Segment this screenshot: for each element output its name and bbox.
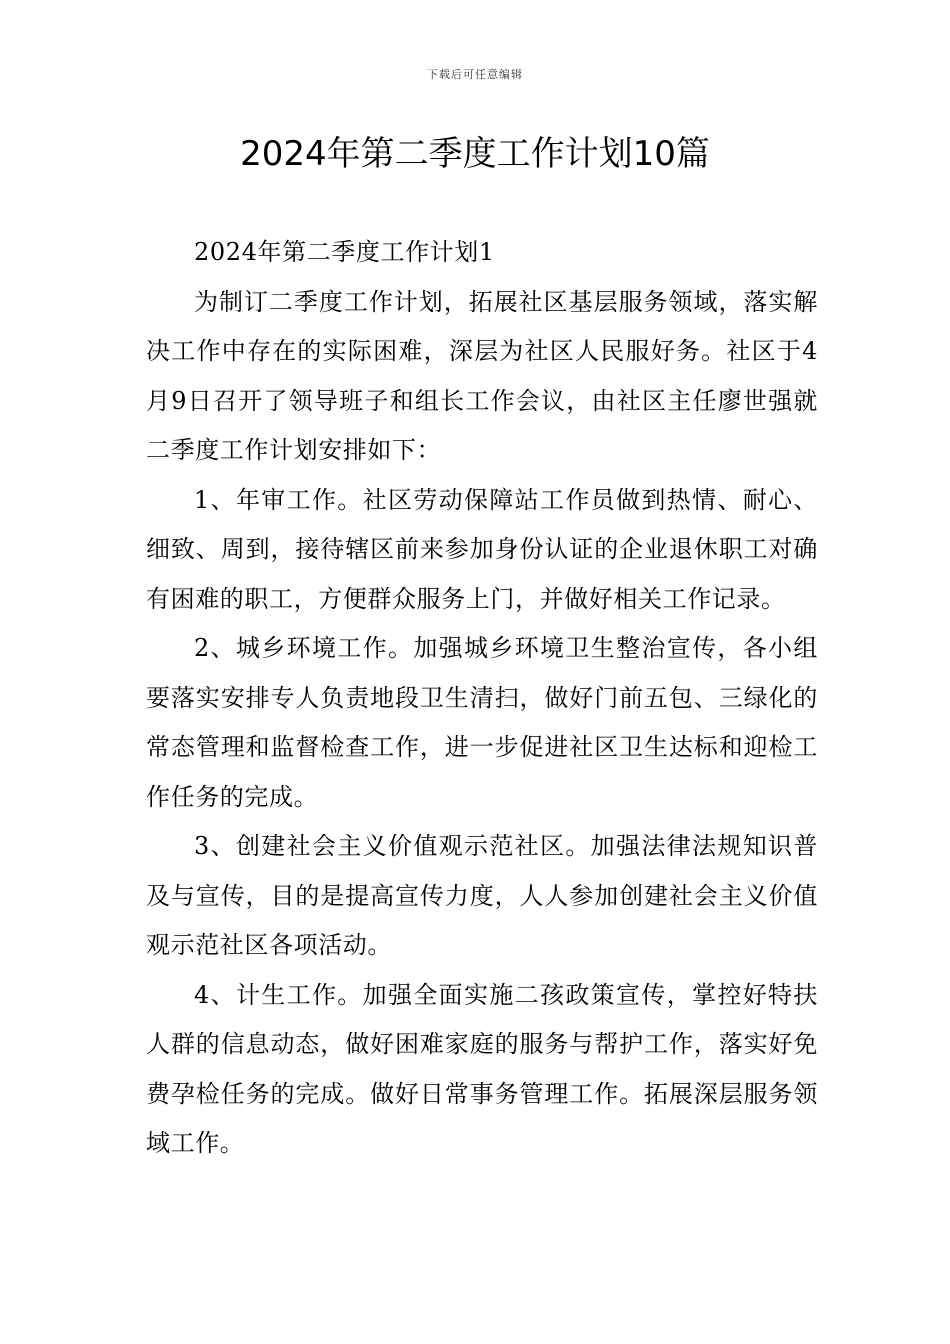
paragraph-item-3: 3、创建社会主义价值观示范社区。加强法律法规知识普及与宣传，目的是提高宣传力度，人人参加创建社会主义价值观示范社区各项活动。	[146, 832, 818, 959]
document-title: 2024年第二季度工作计划10篇	[240, 134, 710, 174]
paragraph-item-1: 1、年审工作。社区劳动保障站工作员做到热情、耐心、细致、周到，接待辖区前来参加身份认证的企业退休职工对确有困难的职工，方便群众服务上门，并做好相关工作记录。	[146, 485, 818, 613]
document-body	[146, 228, 818, 1169]
section-title: 2024年第二季度工作计划1	[194, 238, 495, 266]
paragraph-item-4: 4、计生工作。加强全面实施二孩政策宣传，掌控好特扶人群的信息动态，做好困难家庭的服务与帮护工作，落实好免费孕检任务的完成。做好日常事务管理工作。拓展深层服务领域工作。	[146, 980, 818, 1157]
header-note: 下载后可任意编辑	[427, 68, 523, 81]
paragraph-item-2: 2、城乡环境工作。加强城乡环境卫生整治宣传，各小组要落实安排专人负责地段卫生清扫，做好门前五包、三绿化的常态管理和监督检查工作，进一步促进社区卫生达标和迎检工作任务的完成。	[146, 634, 818, 811]
paragraph-intro: 为制订二季度工作计划，拓展社区基层服务领域，落实解决工作中存在的实际困难，深层为社区人民服好务。社区于4月9日召开了领导班子和组长工作会议，由社区主任廖世强就二季度工作计划安排如下：	[146, 287, 818, 464]
